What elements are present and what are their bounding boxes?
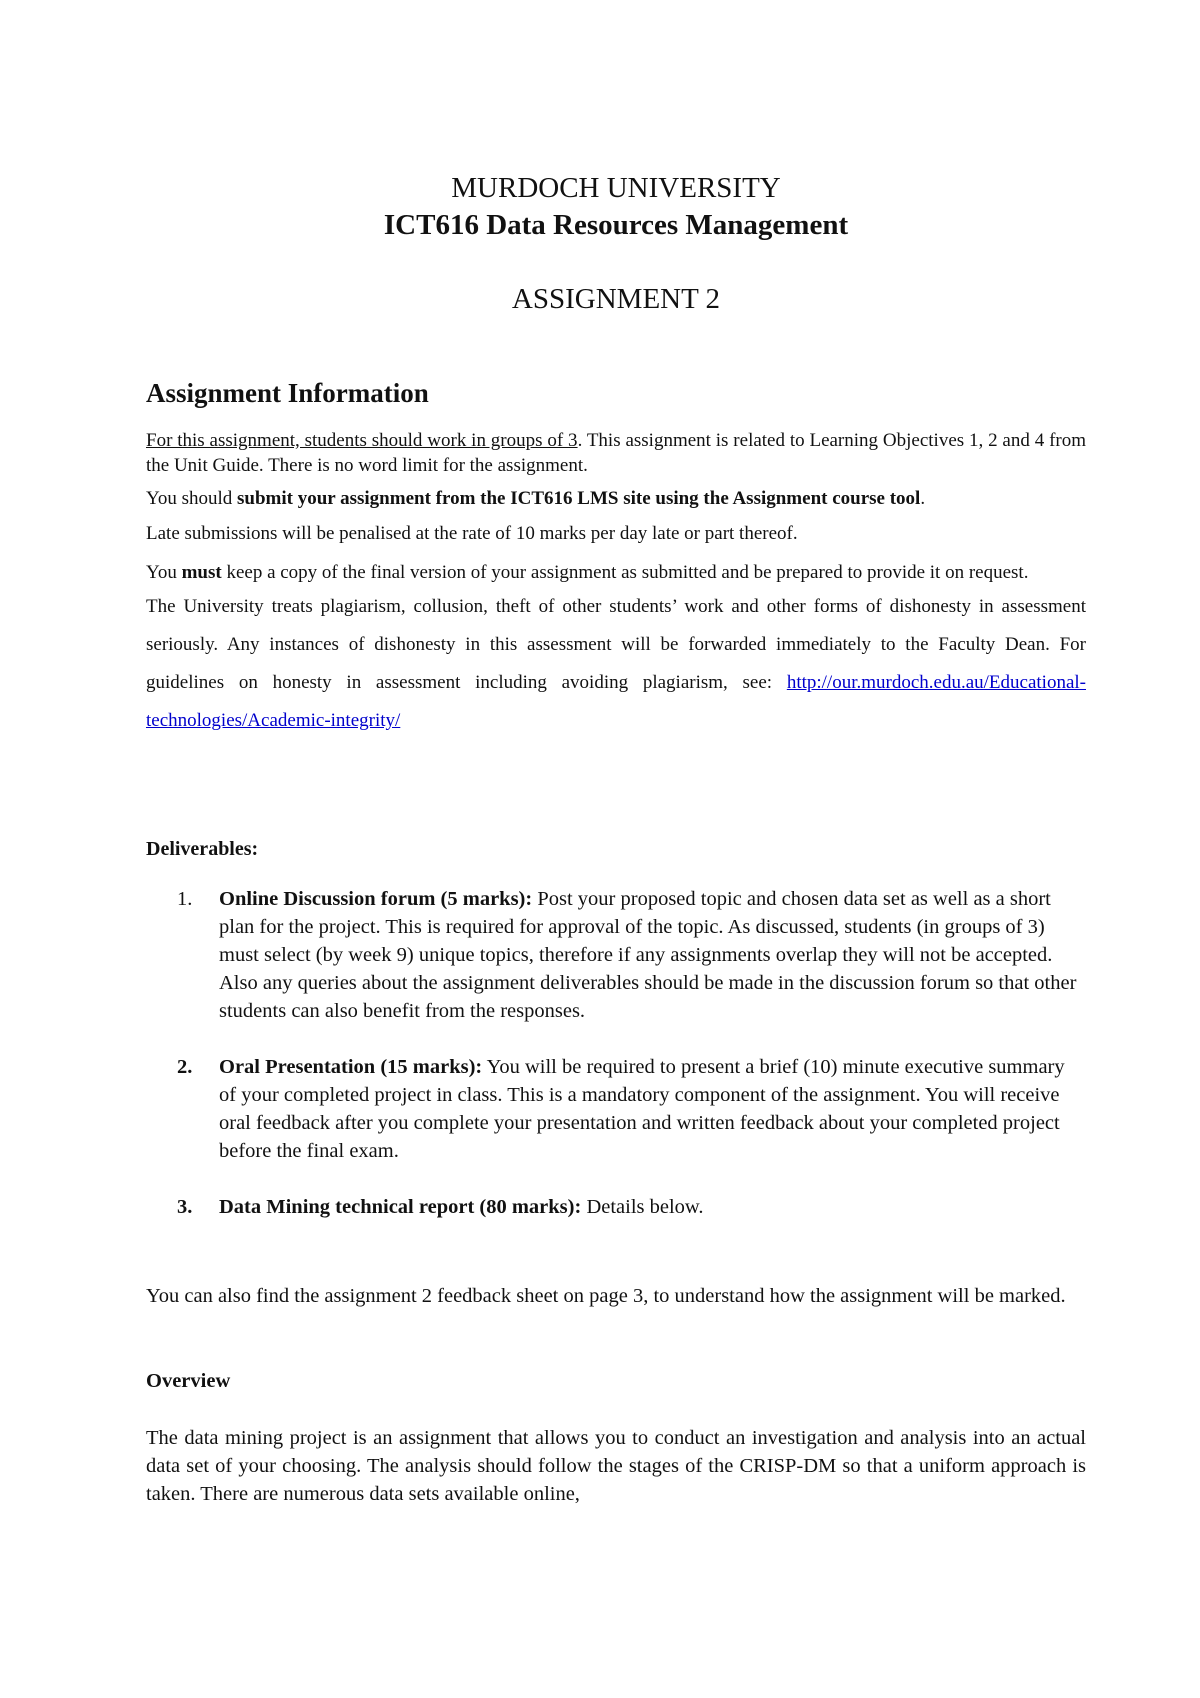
- overview-heading: Overview: [146, 1370, 231, 1392]
- copy-must: must: [181, 562, 222, 583]
- deliverable-number: 2.: [177, 1056, 193, 1078]
- assignment-info-heading: Assignment Information: [146, 378, 429, 408]
- overview-text: The data mining project is an assignment that allows you to conduct an investigation and analysis into an actual data set of your choosing. The analysis should follow the stages of the CRISP-DM so that a uniform approach is taken. There are numerous data sets available online,: [146, 1427, 1086, 1505]
- deliverable-item: [146, 1053, 1086, 1165]
- submit-post: .: [920, 488, 926, 509]
- info-paragraph-groups: [146, 428, 1086, 478]
- submit-instruction: submit your assignment from the ICT616 LMS site using the Assignment course tool: [237, 488, 921, 509]
- assignment-info-body: [146, 428, 1086, 740]
- deliverable-title: Oral Presentation (15 marks):: [219, 1056, 483, 1078]
- unit-title: ICT616 Data Resources Management: [383, 209, 849, 241]
- groups-requirement: For this assignment, students should work in groups of 3: [146, 430, 578, 451]
- plagiarism-text: The University treats plagiarism, collusion, theft of other students’ work and other forms of dishonesty in assessment seriously. Any instances of dishonesty in this assessment will be forwarded immediately to the Faculty Dean. For guidelines on honesty in assessment including avoiding plagiarism, see:: [146, 596, 1086, 693]
- deliverable-text: Post your proposed topic and chosen data set as well as a short plan for the project. This is required for approval of the topic. As discussed, students (in groups of 3) must select (by week 9) unique topics, therefore if any assignments overlap they will not be accepted. Also any queries about the assignment deliverables should be made in the discussion forum so that other students can also benefit from the responses.: [219, 888, 1077, 1022]
- assignment-title: ASSIGNMENT 2: [511, 283, 721, 315]
- info-paragraph-late: Late submissions will be penalised at the rate of 10 marks per day late or part thereof.: [146, 523, 798, 544]
- deliverable-title: Data Mining technical report (80 marks):: [219, 1196, 582, 1218]
- university-name: MURDOCH UNIVERSITY: [451, 172, 781, 204]
- groups-rest: . This assignment is related to Learning Objectives 1, 2 and 4 from the Unit Guide. There is no word limit for the assignment.: [146, 430, 1086, 476]
- deliverable-text: You will be required to present a brief (10) minute executive summary of your completed project in class. This is a mandatory component of the assignment. You will receive oral feedback after you complete your presentation and written feedback about your completed project before the final exam.: [219, 1056, 1065, 1162]
- academic-integrity-link[interactable]: http://our.murdoch.edu.au/Educational-technologies/Academic-integrity/: [146, 672, 1086, 731]
- deliverable-number: 1.: [177, 888, 193, 910]
- copy-post: keep a copy of the final version of your assignment as submitted and be prepared to provide it on request.: [221, 562, 1029, 583]
- info-paragraph-submit: [146, 486, 1086, 511]
- deliverable-item: [146, 885, 1086, 1025]
- info-paragraph-plagiarism: [146, 588, 1086, 740]
- deliverables-list: [146, 885, 1086, 1249]
- deliverable-text: Details below.: [581, 1196, 704, 1218]
- deliverable-number: 3.: [177, 1196, 193, 1218]
- deliverables-heading: Deliverables:: [146, 838, 259, 860]
- submit-pre: You should: [146, 488, 237, 509]
- deliverable-title: Online Discussion forum (5 marks):: [219, 888, 533, 910]
- feedback-sheet-note: You can also find the assignment 2 feedback sheet on page 3, to understand how the assignment will be marked.: [146, 1285, 1066, 1307]
- title-block: [146, 170, 1086, 318]
- deliverable-item: [146, 1193, 1086, 1221]
- info-paragraph-copy: [146, 554, 1086, 592]
- copy-pre: You: [146, 562, 182, 583]
